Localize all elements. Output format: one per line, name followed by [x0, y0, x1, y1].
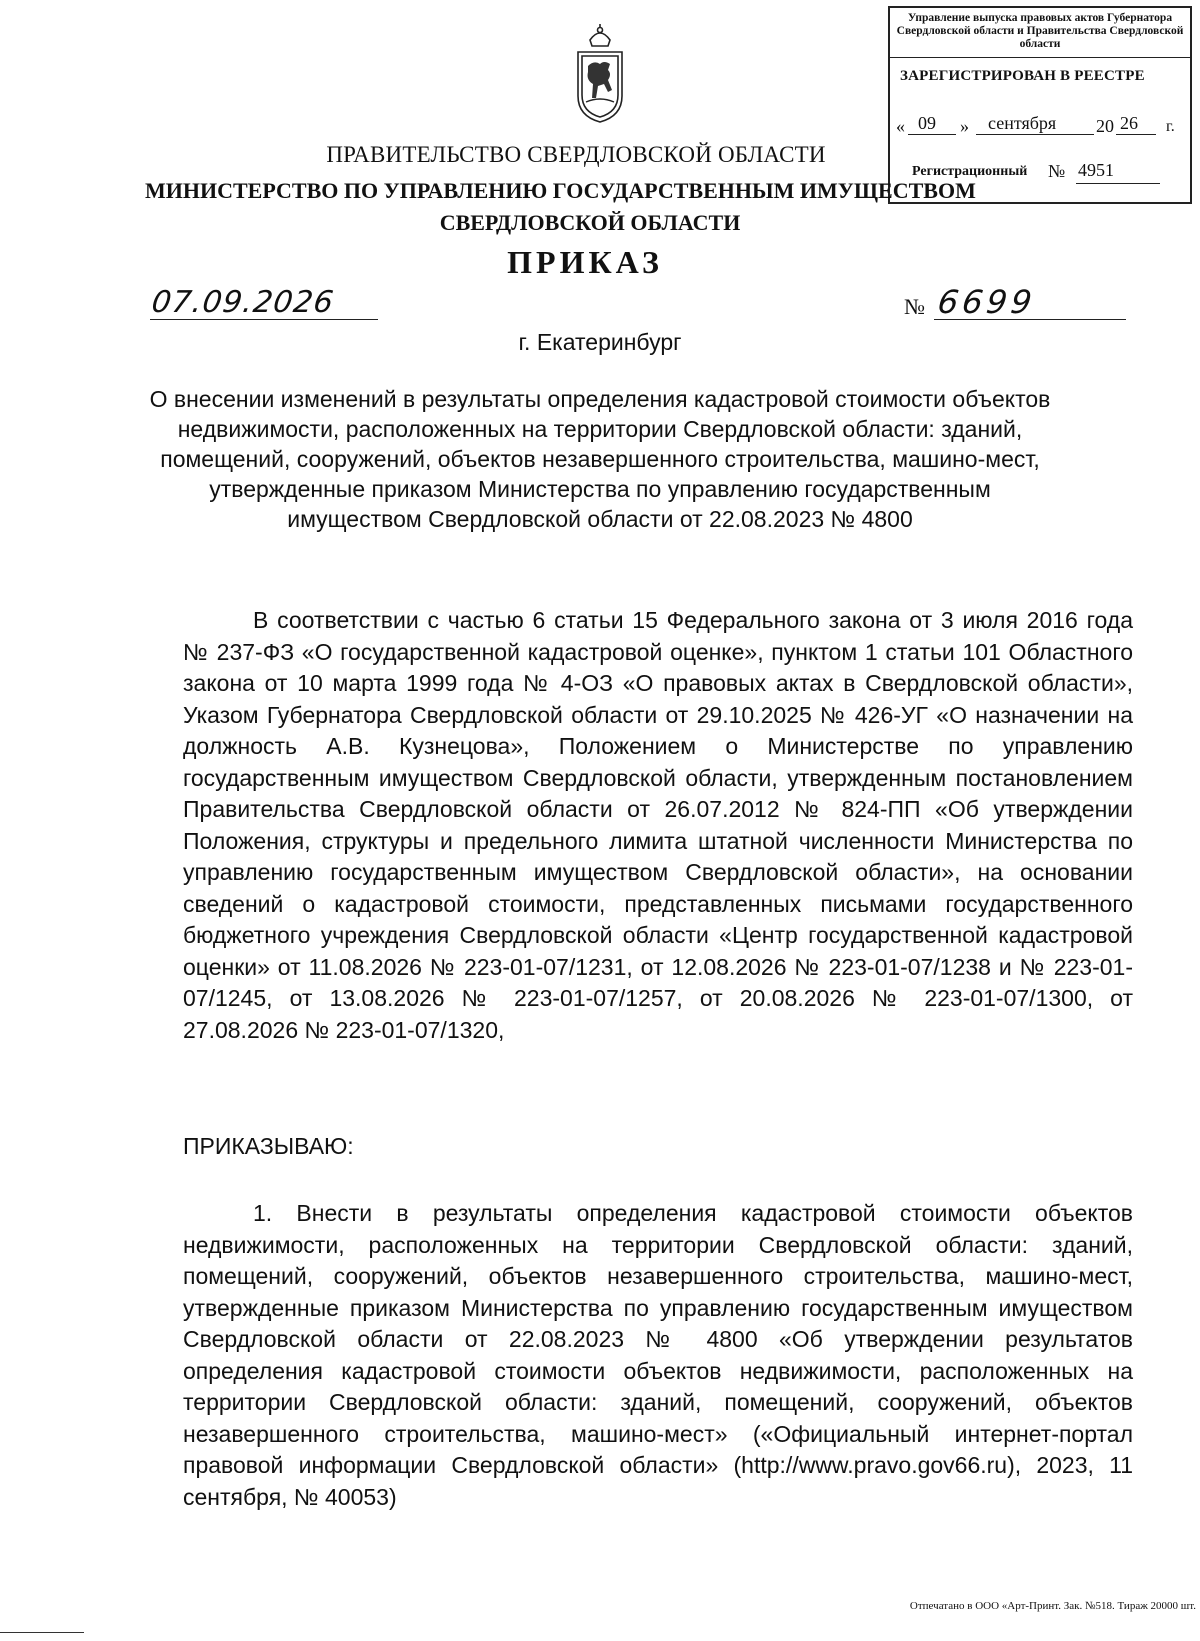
print-footer: Отпечатано в ООО «Арт-Принт. Зак. №518. Тираж 20000 шт.	[909, 1600, 1196, 1612]
document-type: ПРИКАЗ	[507, 244, 663, 280]
stamp-reg-sign: №	[1048, 161, 1066, 181]
date-underline	[150, 319, 378, 320]
stamp-year-underline	[1116, 134, 1156, 135]
ministry-title-line1: МИНИСТЕРСТВО ПО УПРАВЛЕНИЮ ГОСУДАРСТВЕННЫМ ИМУЩЕСТВОМ	[145, 178, 976, 203]
stamp-year-prefix: 20	[1096, 116, 1114, 136]
stamp-month: сентября	[988, 113, 1057, 133]
stamp-year-mark: г.	[1166, 118, 1175, 135]
stamp-header: Управление выпуска правовых актов Губернатора Свердловской области и Правительства Свердловской области	[890, 8, 1190, 58]
stamp-day-underline	[908, 134, 956, 135]
number-sign: №	[904, 294, 925, 319]
registry-stamp	[888, 6, 1192, 204]
handwritten-number: 6699	[935, 283, 1039, 321]
document-title: О внесении изменений в результаты определения кадастровой стоимости объектов недвижимости, расположенных на территории Свердловской области: зданий, помещений, сооружений, объектов незавершенного строительства, машино-мест, утвержденные приказом Министерства по управлению государственным имуществом Свердловской области от 22.08.2023 № 4800	[149, 386, 1051, 532]
stamp-day: 09	[918, 113, 936, 133]
handwritten-date: 07.09.2026	[149, 285, 337, 320]
stamp-reg-underline	[1076, 183, 1160, 184]
coat-of-arms-icon	[568, 22, 632, 126]
preamble-paragraph: В соответствии с частью 6 статьи 15 Федерального закона от 3 июля 2016 года № 237-ФЗ «О государственной кадастровой оценке», пунктом 1 статьи 101 Областного закона от 10 марта 1999 года № 4-ОЗ «О правовых актах в Свердловской области», Указом Губернатора Свердловской области от 29.10.2025 № 426-УГ «О назначении на должность А.В. Кузнецова», Положением о Министерстве по управлению государственным имуществом Свердловской области, утвержденным постановлением Правительства Свердловской области от 26.07.2012 № 824-ПП «Об утверждении Положения, структуры и предельного лимита штатной численности Министерства по управлению государственным имуществом Свердловской области», на основании сведений о кадастровой стоимости, представленных письмами государственного бюджетного учреждения Свердловской области «Центр государственной кадастровой оценки» от 11.08.2026 № 223-01-07/1231, от 12.08.2026 № 223-01-07/1238 и № 223-01-07/1245, от 13.08.2026 № 223-01-07/1257, от 20.08.2026 № 223-01-07/1300, от 27.08.2026 № 223-01-07/1320,	[183, 607, 1133, 1043]
stamp-reg-number: 4951	[1078, 160, 1114, 180]
government-title: ПРАВИТЕЛЬСТВО СВЕРДЛОВСКОЙ ОБЛАСТИ	[326, 142, 826, 167]
number-underline	[934, 319, 1126, 320]
stamp-quote-open: «	[896, 116, 905, 136]
order-word: ПРИКАЗЫВАЮ:	[183, 1133, 354, 1159]
item-1-paragraph: 1. Внести в результаты определения кадастровой стоимости объектов недвижимости, расположенных на территории Свердловской области: зданий, помещений, сооружений, объектов незавершенного строительства, машино-мест, утвержденные приказом Министерства по управлению государственным имуществом Свердловской области от 22.08.2023 № 4800 «Об утверждении результатов определения кадастровой стоимости объектов недвижимости, расположенных на территории Свердловской области: зданий, помещений, сооружений, объектов незавершенного строительства, машино-мест» («Официальный интернет-портал правовой информации Свердловской области» (http://www.pravo.gov66.ru), 2023, 11 сентября, № 40053)	[183, 1200, 1133, 1510]
city: г. Екатеринбург	[518, 329, 682, 355]
stamp-quote-close: »	[960, 116, 969, 136]
stamp-month-underline	[976, 134, 1094, 135]
ministry-title-line2: СВЕРДЛОВСКОЙ ОБЛАСТИ	[439, 210, 741, 235]
stamp-registered-label: ЗАРЕГИСТРИРОВАН В РЕЕСТРЕ	[900, 68, 1145, 84]
stamp-year-suffix: 26	[1120, 113, 1138, 133]
stamp-reg-label: Регистрационный	[912, 164, 1028, 179]
footer-divider	[0, 1632, 84, 1633]
